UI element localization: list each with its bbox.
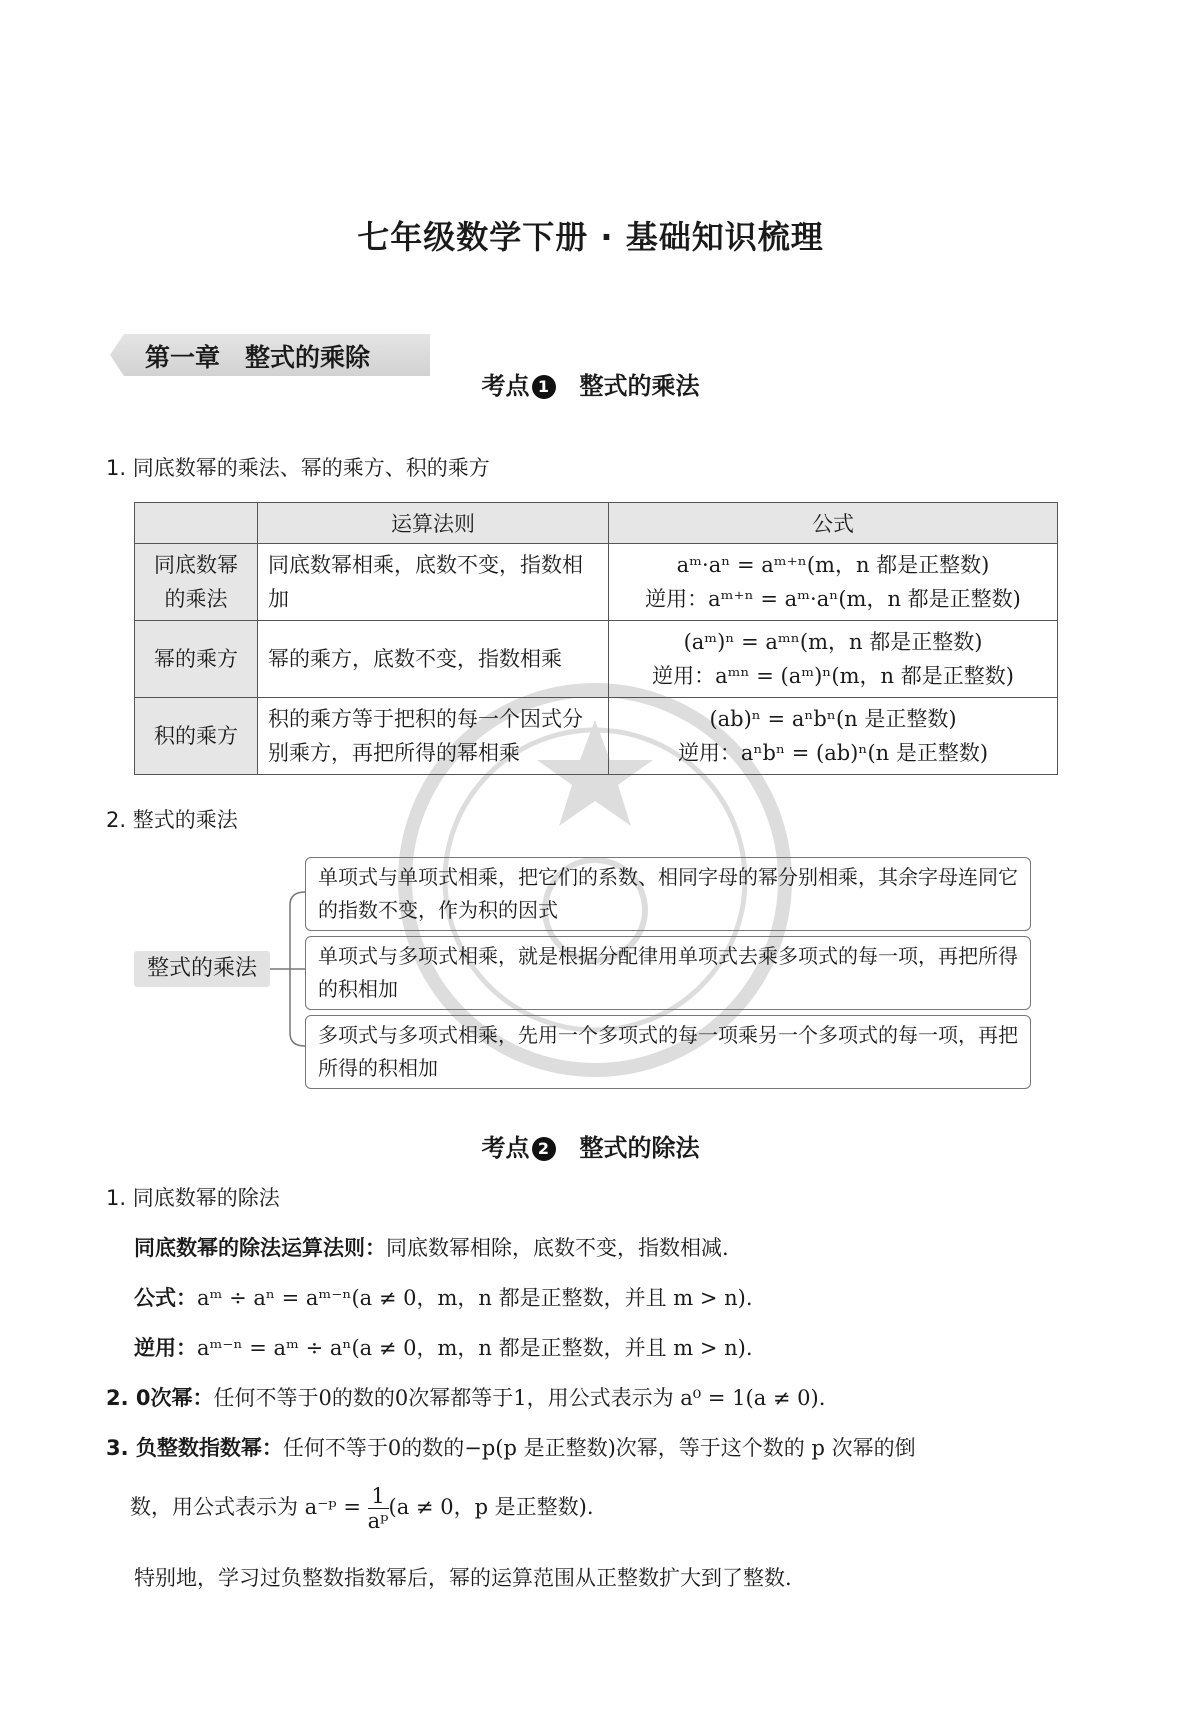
formula: (ab)ⁿ = aⁿbⁿ(n 是正整数)	[709, 707, 957, 731]
row-formula-cell	[609, 544, 1058, 621]
formula: aᵐ·aⁿ = aᵐ⁺ⁿ(m，n 都是正整数)	[676, 553, 990, 577]
row-formula-cell	[609, 621, 1058, 698]
negative-power-label: 3. 负整数指数幂：	[106, 1436, 283, 1460]
row-rule: 同底数幂相乘，底数不变，指数相加	[258, 544, 609, 621]
row-name: 积的乘方	[135, 698, 258, 775]
zero-power	[106, 1382, 825, 1412]
table-header-cell: 运算法则	[258, 503, 609, 544]
power-rules-table	[134, 502, 1058, 775]
negative-power-text: 任何不等于0的数的−p(p 是正整数)次幂，等于这个数的 p 次幂的倒	[282, 1436, 916, 1460]
kaodian-number-badge: 1	[532, 375, 556, 399]
division-reverse-text: aᵐ⁻ⁿ = aᵐ ÷ aⁿ(a ≠ 0，m，n 都是正整数，并且 m > n).	[197, 1336, 753, 1360]
table-row	[135, 698, 1058, 775]
division-formula-text: aᵐ ÷ aⁿ = aᵐ⁻ⁿ(a ≠ 0，m，n 都是正整数，并且 m > n).	[197, 1286, 753, 1310]
kaodian-label: 整式的乘法	[579, 372, 700, 400]
division-formula	[134, 1282, 753, 1312]
division-reverse-label: 逆用：	[134, 1336, 197, 1360]
negative-power-note: 特别地，学习过负整数指数幂后，幂的运算范围从正整数扩大到了整数.	[134, 1566, 792, 1590]
division-rule-label: 同底数幂的除法运算法则：	[134, 1236, 386, 1260]
row-rule: 积的乘方等于把积的每一个因式分别乘方，再把所得的幂相乘	[258, 698, 609, 775]
mindmap-branch: 单项式与多项式相乘，就是根据分配律用单项式去乘多项式的每一项，再把所得的积相加	[305, 936, 1031, 1010]
kaodian-prefix: 考点	[481, 1134, 530, 1162]
row-name: 幂的乘方	[135, 621, 258, 698]
table-header-cell: 公式	[609, 503, 1058, 544]
formula-reverse: 逆用：aᵐ⁺ⁿ = aᵐ·aⁿ(m，n 都是正整数)	[645, 587, 1021, 611]
formula: (aᵐ)ⁿ = aᵐⁿ(m，n 都是正整数)	[683, 630, 983, 654]
mindmap-branch: 多项式与多项式相乘，先用一个多项式的每一项乘另一个多项式的每一项，再把所得的积相加	[305, 1015, 1031, 1089]
formula-reverse: 逆用：aᵐⁿ = (aᵐ)ⁿ(m，n 都是正整数)	[652, 664, 1014, 688]
table-row	[135, 544, 1058, 621]
fraction	[368, 1484, 389, 1533]
page-title: 七年级数学下册 · 基础知识梳理	[357, 218, 824, 256]
fraction-numerator: 1	[368, 1484, 389, 1509]
row-rule: 幂的乘方，底数不变，指数相乘	[258, 621, 609, 698]
mindmap-connector	[270, 880, 310, 1120]
fraction-denominator: aᵖ	[367, 1509, 389, 1533]
formula-reverse: 逆用：aⁿbⁿ = (ab)ⁿ(n 是正整数)	[677, 741, 989, 765]
section-heading: 1. 同底数幂的乘法、幂的乘方、积的乘方	[106, 456, 490, 480]
table-header-cell	[135, 503, 258, 544]
negative-power	[106, 1432, 916, 1462]
division-formula-label: 公式：	[134, 1286, 197, 1310]
table-header-row	[135, 503, 1058, 544]
zero-power-label: 2. 0次幂：	[106, 1386, 214, 1410]
negative-power-formula-suffix: (a ≠ 0，p 是正整数).	[388, 1495, 594, 1519]
kaodian-prefix: 考点	[481, 372, 530, 400]
mindmap-root: 整式的乘法	[134, 951, 270, 987]
division-rule	[134, 1232, 729, 1262]
row-name: 同底数幂的乘法	[135, 544, 258, 621]
kaodian-number-badge: 2	[532, 1137, 556, 1161]
division-rule-text: 同底数幂相除，底数不变，指数相减.	[386, 1236, 729, 1260]
table-row	[135, 621, 1058, 698]
kaodian-2-heading	[0, 1128, 1181, 1163]
row-formula-cell	[609, 698, 1058, 775]
negative-power-formula	[130, 1484, 594, 1533]
section-heading: 2. 整式的乘法	[106, 808, 238, 832]
zero-power-text: 任何不等于0的数的0次幂都等于1，用公式表示为 a⁰ = 1(a ≠ 0).	[213, 1386, 826, 1410]
kaodian-label: 整式的除法	[579, 1134, 700, 1162]
kaodian-1-heading	[0, 366, 1181, 401]
division-reverse	[134, 1332, 753, 1362]
negative-power-formula-prefix: 数，用公式表示为 a⁻ᵖ =	[130, 1495, 368, 1519]
mindmap-branch: 单项式与单项式相乘，把它们的系数、相同字母的幂分别相乘，其余字母连同它的指数不变，作为积的因式	[305, 857, 1031, 931]
section-heading: 1. 同底数幂的除法	[106, 1186, 280, 1210]
chapter-title: 第一章 整式的乘除	[145, 343, 371, 372]
